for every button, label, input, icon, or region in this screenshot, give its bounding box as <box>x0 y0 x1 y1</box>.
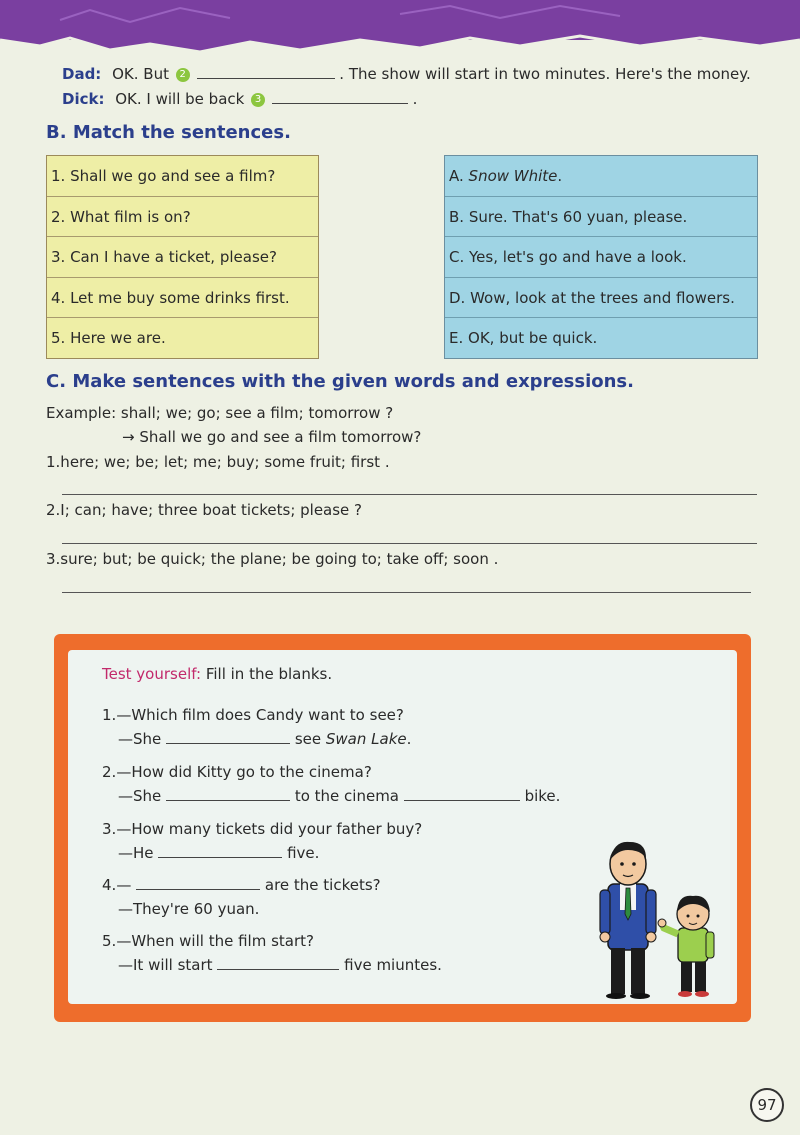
section-b-title: B. Match the sentences. <box>46 122 291 143</box>
dialogue-text: OK. I will be back <box>115 90 245 108</box>
dialogue-text: . The show will start in two minutes. Here's the money. <box>339 65 751 83</box>
match-left-item: 4. Let me buy some drinks first. <box>47 278 318 319</box>
answer-blank[interactable] <box>136 875 260 890</box>
answer-blank[interactable] <box>158 843 282 858</box>
match-left-item: 2. What film is on? <box>47 197 318 238</box>
dialogue-text: OK. But <box>112 65 169 83</box>
test-yourself-panel <box>68 650 737 1004</box>
test-instruction: Fill in the blanks. <box>205 665 333 683</box>
example-answer: → Shall we go and see a film tomorrow? <box>122 428 422 446</box>
match-right-item: E. OK, but be quick. <box>449 329 598 347</box>
answer-line[interactable] <box>62 543 757 544</box>
section-c-title: C. Make sentences with the given words and expressions. <box>46 371 634 392</box>
match-right-item: B. Sure. That's 60 yuan, please. <box>445 197 757 238</box>
question-4: 4.— are the tickets? <box>102 876 381 894</box>
match-left-item: 5. Here we are. <box>51 329 166 347</box>
answer-blank[interactable] <box>197 64 335 79</box>
blank-number-badge: 3 <box>251 93 265 107</box>
dialogue-text: . <box>412 90 418 108</box>
answer-blank[interactable] <box>217 955 339 970</box>
match-left-table <box>46 155 319 359</box>
page-number: 97 <box>750 1088 784 1122</box>
header-mountain-band <box>0 0 800 62</box>
test-heading <box>102 664 332 684</box>
speaker-dad: Dad: <box>62 65 102 83</box>
answer-line[interactable] <box>62 494 757 495</box>
blank-number-badge: 2 <box>176 68 190 82</box>
example-prompt: Example: shall; we; go; see a film; tomorrow ? <box>46 404 394 422</box>
question-5: 5.—When will the film start? <box>102 932 314 950</box>
answer-blank[interactable] <box>166 786 290 801</box>
answer-5: —It will start five miuntes. <box>118 956 442 974</box>
exercise-item: 1.here; we; be; let; me; buy; some fruit; first . <box>46 453 390 471</box>
exercise-item: 3.sure; but; be quick; the plane; be going to; take off; soon . <box>46 550 499 568</box>
question-1: 1.—Which film does Candy want to see? <box>102 706 404 724</box>
match-left-item: 3. Can I have a ticket, please? <box>47 237 318 278</box>
father-figure <box>600 842 656 999</box>
test-yourself-frame <box>54 634 751 1022</box>
match-right-item: D. Wow, look at the trees and flowers. <box>445 278 757 319</box>
answer-blank[interactable] <box>272 89 408 104</box>
answer-1: —She see Swan Lake. <box>118 730 412 748</box>
answer-4: —They're 60 yuan. <box>118 900 260 918</box>
answer-blank[interactable] <box>166 729 290 744</box>
dialogue-line-dad <box>62 64 751 84</box>
father-and-son-illustration <box>580 830 730 1000</box>
match-right-table <box>444 155 758 359</box>
dialogue-line-dick <box>62 89 417 109</box>
match-left-item: 1. Shall we go and see a film? <box>47 156 318 197</box>
match-right-item: C. Yes, let's go and have a look. <box>445 237 757 278</box>
answer-blank[interactable] <box>404 786 520 801</box>
answer-2: —She to the cinema bike. <box>118 787 561 805</box>
speaker-dick: Dick: <box>62 90 105 108</box>
answer-line[interactable] <box>62 592 751 593</box>
question-3: 3.—How many tickets did your father buy? <box>102 820 423 838</box>
match-right-item: A. Snow White. <box>445 156 757 197</box>
exercise-item: 2.I; can; have; three boat tickets; please ? <box>46 501 363 519</box>
test-label: Test yourself: <box>102 665 202 683</box>
answer-3: —He five. <box>118 844 320 862</box>
son-figure <box>658 896 714 997</box>
question-2: 2.—How did Kitty go to the cinema? <box>102 763 372 781</box>
